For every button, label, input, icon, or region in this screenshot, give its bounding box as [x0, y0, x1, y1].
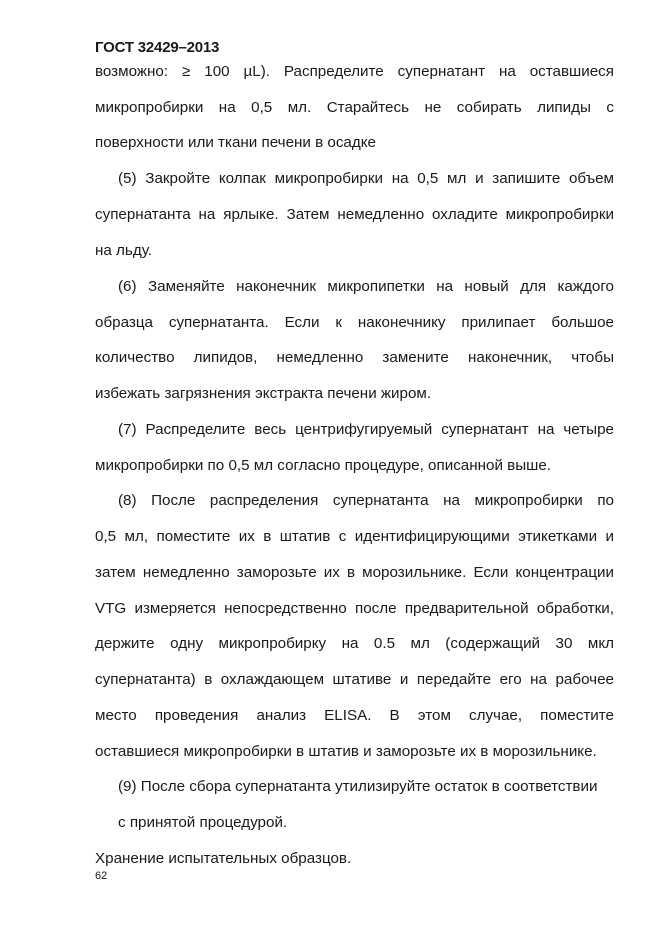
text-line: оставшиеся микропробирки в штатив и заморозьте их в морозильнике.	[95, 743, 597, 760]
text-line: затем немедленно заморозьте их в морозильнике. Если концентрации	[95, 564, 614, 581]
paragraph-start-line: (8) После распределения супернатанта на микропробирки по	[118, 492, 614, 509]
paragraph-start-line: (5) Закройте колпак микропробирки на 0,5 мл и запишите объем	[118, 170, 614, 187]
text-line: микропробирки по 0,5 мл согласно процедуре, описанной выше.	[95, 457, 552, 474]
text-line: супернатанта на ярлыке. Затем немедленно охладите микропробирки	[95, 206, 614, 223]
text-line: VTG измеряется непосредственно после предварительной обработки,	[95, 600, 614, 617]
paragraph-start-line: (6) Заменяйте наконечник микропипетки на новый для каждого	[118, 278, 614, 295]
text-line: 0,5 мл, поместите их в штатив с идентифицирующими этикетками и	[95, 528, 614, 545]
text-line: с принятой процедурой.	[118, 814, 288, 831]
page-number: 62	[95, 870, 108, 882]
document-header: ГОСТ 32429–2013	[95, 39, 220, 56]
text-line: место проведения анализ ELISA. В этом случае, поместите	[95, 707, 614, 724]
text-line: микропробирки на 0,5 мл. Старайтесь не собирать липиды с	[95, 99, 614, 116]
text-line: держите одну микропробирку на 0.5 мл (содержащий 30 мкл	[95, 635, 614, 652]
paragraph-start-line: (7) Распределите весь центрифугируемый супернатант на четыре	[118, 421, 614, 438]
section-heading: Хранение испытательных образцов.	[95, 850, 352, 867]
text-line: поверхности или ткани печени в осадке	[95, 134, 377, 151]
text-line: избежать загрязнения экстракта печени жиром.	[95, 385, 432, 402]
text-line: возможно: ≥ 100 µL). Распределите супернатант на оставшиеся	[95, 63, 614, 80]
paragraph-start-line: (9) После сбора супернатанта утилизируйте остаток в соответствии	[118, 778, 598, 795]
text-line: количество липидов, немедленно замените наконечник, чтобы	[95, 349, 614, 366]
text-line: супернатанта) в охлаждающем штативе и передайте его на рабочее	[95, 671, 614, 688]
text-line: на льду.	[95, 242, 152, 259]
text-line: образца супернатанта. Если к наконечнику прилипает большое	[95, 314, 614, 331]
